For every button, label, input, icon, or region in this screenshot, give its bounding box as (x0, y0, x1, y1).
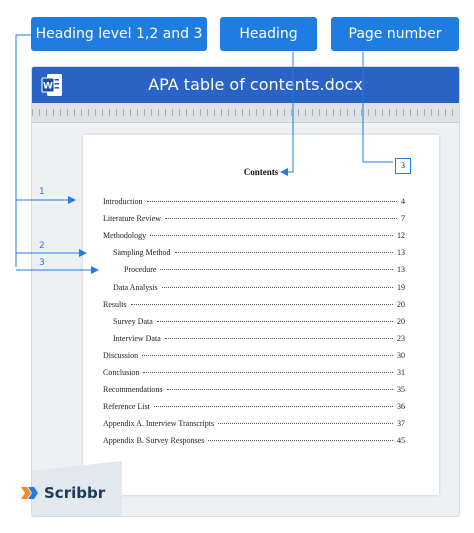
heading-arrow (282, 52, 293, 172)
level-1-marker: 1 (39, 187, 45, 197)
toc-entry-title: Data Analysis (113, 282, 158, 292)
toc-entry-page: 35 (397, 385, 405, 395)
toc-entry-page: 30 (397, 350, 405, 360)
toc-entry-page: 13 (397, 265, 405, 275)
toc-entry-page: 13 (397, 248, 405, 258)
page-number-arrow (363, 52, 393, 162)
svg-text:W: W (43, 81, 53, 92)
toc-entry-title: Appendix A. Interview Transcripts (103, 419, 215, 429)
toc-entry-page: 20 (397, 299, 405, 309)
toc-entry-page: 23 (397, 333, 405, 343)
toc-entry-title: Sampling Method (113, 248, 171, 258)
page-number-box: 3 (395, 158, 411, 174)
toc-entry-page: 7 (401, 214, 405, 224)
toc-entry-title: Conclusion (103, 368, 140, 377)
brand-name: Scribbr (44, 484, 106, 502)
toc-entry-page: 45 (397, 436, 405, 446)
toc-entry-title: Procedure (124, 265, 157, 275)
toc-entry-title: Results (103, 299, 127, 309)
level-2-marker: 2 (39, 241, 45, 251)
level-3-marker: 3 (39, 258, 45, 268)
toc-entry-title: Survey Data (113, 316, 153, 326)
toc-entry-title: Literature Review (103, 214, 161, 224)
levels-bracket-line (16, 35, 31, 267)
toc-entry-page: 36 (397, 402, 405, 412)
toc-entry-page: 20 (397, 316, 405, 326)
callout-heading: Heading (220, 17, 317, 51)
toc-entry-page: 4 (401, 197, 405, 206)
toc-entry-title: Methodology (103, 231, 147, 241)
toc-entry-page: 37 (397, 419, 405, 429)
toc-entry-page: 12 (397, 231, 405, 241)
toc-entry-title: Introduction (103, 197, 143, 206)
toc-entry-title: Appendix B. Survey Responses (103, 436, 205, 446)
toc-entry-title: Reference List (103, 402, 150, 412)
toc-entry-page: 19 (397, 282, 405, 292)
toc-entry-title: Interview Data (113, 333, 161, 343)
toc-entry-page: 31 (397, 368, 405, 377)
window-title: APA table of contents.docx (148, 75, 363, 94)
toc-entry-title: Discussion (103, 350, 139, 360)
toc-entry-title: Recommendations (103, 385, 163, 395)
callout-page-number: Page number (331, 17, 459, 51)
callout-heading-levels: Heading level 1,2 and 3 (31, 17, 207, 51)
toc-heading: Contents (243, 167, 279, 177)
